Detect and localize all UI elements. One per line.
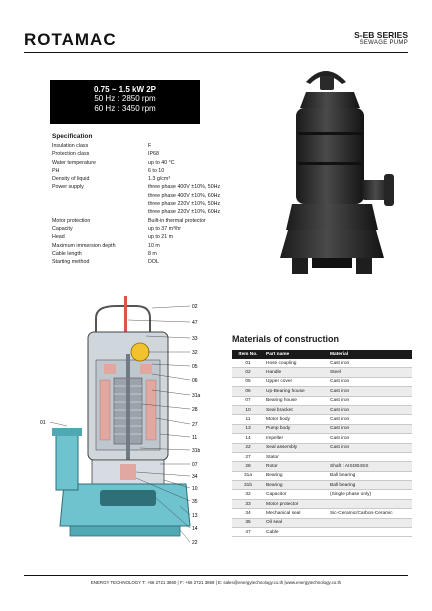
power-rating-box (50, 80, 200, 124)
material: Cast iron (328, 359, 412, 368)
spec-value: three phase 220V ±10%, 60Hz (148, 209, 221, 216)
material: (Single phase only) (328, 490, 412, 499)
material: Cast iron (328, 405, 412, 414)
submersible-pump-image (268, 62, 414, 294)
table-row (232, 462, 412, 471)
material: Cast iron (328, 443, 412, 452)
callout-label: 13 (192, 513, 198, 519)
part-name: Bearing (264, 471, 328, 480)
speed-50hz: 50 Hz : 2850 rpm (94, 94, 156, 103)
material: Cast iron (328, 415, 412, 424)
speed-60hz: 60 Hz : 3450 rpm (94, 104, 156, 113)
specification-table (52, 142, 252, 266)
table-row (232, 471, 412, 480)
spec-value: up to 37 m³/hr (148, 225, 181, 232)
callout-label: 31a (192, 393, 201, 399)
spec-row (52, 167, 252, 175)
spec-value: 8 m (148, 250, 157, 257)
part-name: Handle (264, 368, 328, 377)
table-row (232, 434, 412, 443)
table-row (232, 499, 412, 508)
item-no: 35 (232, 518, 264, 527)
material: Cast iron (328, 387, 412, 396)
material (328, 518, 412, 527)
series-heading (354, 30, 408, 46)
cross-section-diagram (40, 294, 212, 556)
material: Shaft : AISI304SS (328, 462, 412, 471)
table-row (232, 528, 412, 537)
table-row (232, 490, 412, 499)
part-name: Oil seal (264, 518, 328, 527)
spec-row (52, 175, 252, 183)
item-no: 47 (232, 528, 264, 537)
spec-label: Head (52, 234, 65, 241)
table-row (232, 424, 412, 433)
part-name: Upper cover (264, 377, 328, 386)
table-row (232, 377, 412, 386)
item-no: 02 (232, 368, 264, 377)
material (328, 499, 412, 508)
callout-label: 06 (192, 378, 198, 384)
spec-label (52, 208, 148, 216)
power-rating: 0.75 ~ 1.5 kW 2P (93, 85, 157, 94)
column-header: Material (328, 350, 412, 359)
table-row (232, 509, 412, 518)
table-row (232, 452, 412, 461)
item-no: 31a (232, 471, 264, 480)
part-name: Capacitor (264, 490, 328, 499)
column-header: Part name (264, 350, 328, 359)
item-no: 10 (232, 405, 264, 414)
spec-label: Protection class (52, 151, 90, 158)
table-row (232, 396, 412, 405)
item-no: 31b (232, 481, 264, 490)
materials-table (232, 350, 412, 537)
footer-divider (24, 575, 408, 576)
item-no: 14 (232, 434, 264, 443)
spec-row (52, 258, 252, 266)
materials-title: Materials of construction (232, 334, 340, 344)
spec-label (52, 192, 148, 200)
part-name: Stator (264, 452, 328, 461)
series-subtitle: SEWAGE PUMP (359, 40, 408, 46)
spec-label: Water temperature (52, 159, 96, 166)
spec-value: Built-in thermal protector (148, 217, 206, 224)
table-row (232, 368, 412, 377)
material: Cast iron (328, 377, 412, 386)
material: Ball bearing (328, 481, 412, 490)
callout-label: 47 (192, 320, 198, 326)
spec-row (52, 200, 252, 208)
spec-label: Density of liquid (52, 176, 90, 183)
spec-label: Cable length (52, 250, 82, 257)
spec-value: F (148, 143, 152, 149)
callout-label: 28 (192, 407, 198, 413)
spec-value: up to 21 m (148, 234, 174, 241)
spec-label: Starting method (52, 259, 90, 266)
part-name: Motor body (264, 415, 328, 424)
materials-header-row (232, 350, 412, 359)
callout-label: 07 (192, 462, 198, 468)
part-name: Impeller (264, 434, 328, 443)
callout-label: 27 (192, 422, 198, 428)
item-no: 13 (232, 424, 264, 433)
table-row (232, 359, 412, 368)
part-name: Pump body (264, 424, 328, 433)
callout-label: 31b (192, 448, 201, 454)
part-name: Bearing house (264, 396, 328, 405)
spec-row (52, 242, 252, 250)
item-no: 11 (232, 415, 264, 424)
callout-label: 10 (192, 486, 198, 492)
spec-label: Insulation class (52, 143, 89, 149)
item-no: 34 (232, 509, 264, 518)
spec-row (52, 225, 252, 233)
column-header: Item No. (232, 350, 264, 359)
material (328, 452, 412, 461)
spec-label: PH (52, 167, 60, 174)
spec-row (52, 250, 252, 258)
specification-title: Specification (52, 133, 93, 140)
material: Cast iron (328, 396, 412, 405)
spec-row (52, 208, 252, 216)
part-name: Seal assembly (264, 443, 328, 452)
table-row (232, 443, 412, 452)
spec-row (52, 142, 252, 150)
item-no: 32 (232, 490, 264, 499)
part-name: Motor protector (264, 499, 328, 508)
part-name: Cable (264, 528, 328, 537)
callout-label: 32 (192, 350, 198, 356)
spec-label: Motor protection (52, 217, 91, 224)
spec-value: three phase 400V ±10%, 50Hz (148, 184, 221, 191)
material: Cast iron (328, 434, 412, 443)
spec-value: IP68 (148, 151, 159, 158)
spec-value: three phase 220V ±10%, 50Hz (148, 201, 221, 208)
callout-label: 33 (192, 336, 198, 342)
header-divider (24, 52, 408, 53)
spec-value: 1.3 g/cm³ (148, 176, 171, 183)
spec-label: Maximum immersion depth (52, 242, 116, 249)
part-name: Mechanical seal (264, 509, 328, 518)
callout-label: 11 (192, 435, 198, 441)
part-name: Seal bracket (264, 405, 328, 414)
spec-value: 10 m (148, 242, 160, 249)
item-no: 33 (232, 499, 264, 508)
table-row (232, 415, 412, 424)
item-no: 01 (232, 359, 264, 368)
spec-label: Power supply (52, 184, 84, 191)
material: Ball bearing (328, 471, 412, 480)
table-row (232, 481, 412, 490)
material: Sic-Ceramic/Carbon-Ceramic (328, 509, 412, 518)
material: Steel (328, 368, 412, 377)
callout-label: 22 (192, 540, 198, 546)
brand-logo: ROTAMAC (24, 30, 117, 49)
spec-row (52, 233, 252, 241)
callout-label: 14 (192, 526, 198, 532)
spec-row (52, 192, 252, 200)
spec-value: three phase 400V ±10%, 60Hz (148, 192, 221, 199)
material: Cast iron (328, 424, 412, 433)
item-no: 22 (232, 443, 264, 452)
callout-label: 01 (40, 420, 46, 426)
part-name: Rotor (264, 462, 328, 471)
spec-label (52, 200, 148, 208)
item-no: 07 (232, 396, 264, 405)
spec-row (52, 217, 252, 225)
spec-value: up to 40 °C (148, 159, 175, 166)
callout-label: 34 (192, 474, 198, 480)
part-name: Up-Bearing house (264, 387, 328, 396)
callout-label: 35 (192, 499, 198, 505)
spec-row (52, 159, 252, 167)
callout-label: 05 (192, 364, 198, 370)
table-row (232, 405, 412, 414)
footer-contact: ENERGY TECHNOLOGY T: +66 2721 3860 | F: +66 2721 3869 | E: sales@energytechnology.co.th |www.energytechnology.co.th (90, 580, 342, 585)
item-no: 28 (232, 462, 264, 471)
part-name: Bearing (264, 481, 328, 490)
part-name: Hose coupling (264, 359, 328, 368)
item-no: 06 (232, 387, 264, 396)
spec-label: Capacity (52, 225, 73, 232)
spec-value: 6 to 10 (148, 167, 165, 174)
table-row (232, 387, 412, 396)
item-no: 05 (232, 377, 264, 386)
table-row (232, 518, 412, 527)
series-title: S-EB SERIES (354, 30, 408, 40)
callout-label: 02 (192, 304, 198, 310)
spec-row (52, 183, 252, 191)
material (328, 528, 412, 537)
spec-row (52, 150, 252, 158)
spec-value: DOL (148, 259, 159, 266)
item-no: 27 (232, 452, 264, 461)
